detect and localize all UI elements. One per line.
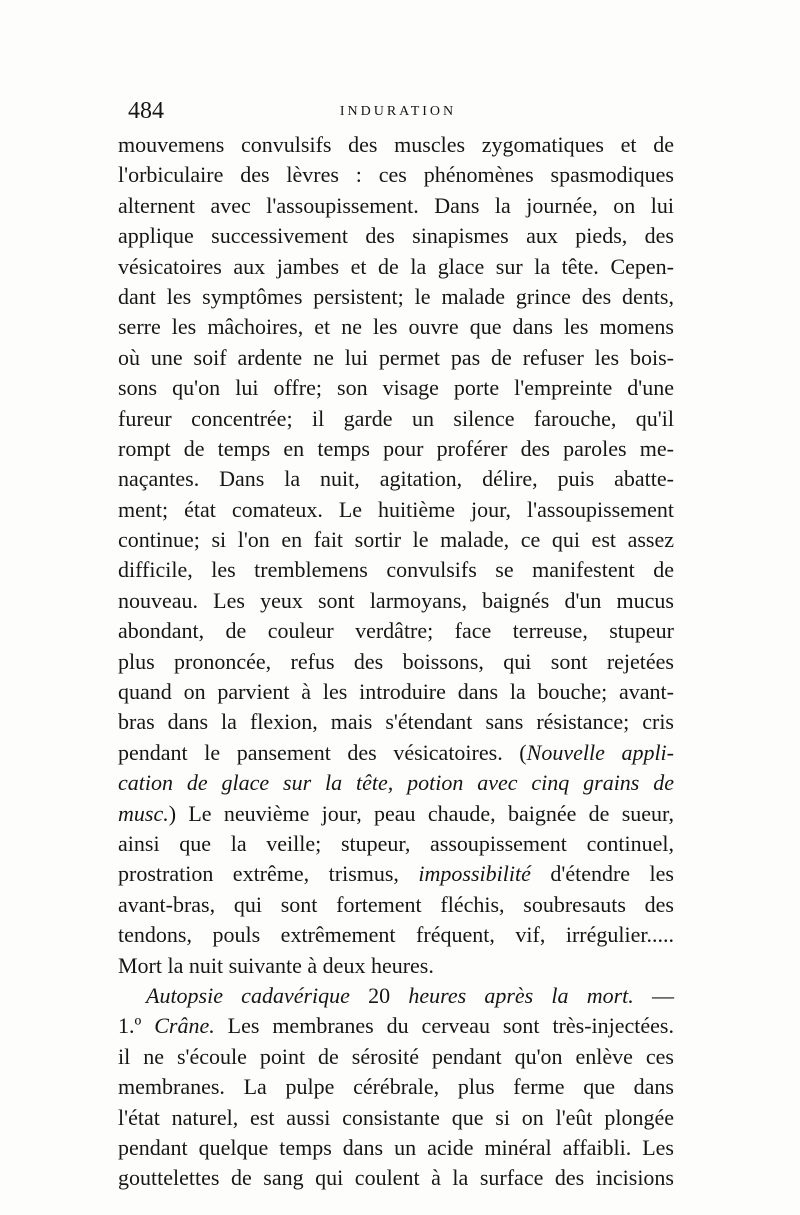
text-line bbox=[118, 373, 674, 403]
line-text: dant les symptômes persistent; le malade grince des dents, bbox=[118, 283, 674, 309]
text-line bbox=[118, 343, 674, 373]
text-line bbox=[118, 647, 674, 677]
text-line bbox=[118, 555, 674, 585]
line-text: pendant le pansement des vésicatoires. ( bbox=[118, 739, 527, 765]
line-text: ) Le neuvième jour, peau chaude, baignée de sueur, bbox=[168, 800, 674, 826]
line-text: fureur concentrée; il garde un silence farouche, qu'il bbox=[118, 405, 674, 431]
line-text: avant-bras, qui sont fortement fléchis, soubresauts des bbox=[118, 891, 674, 917]
text-line bbox=[118, 981, 674, 1011]
text-line bbox=[118, 1103, 674, 1133]
line-text: d'étendre les bbox=[530, 861, 674, 887]
text-line bbox=[118, 1133, 674, 1163]
italic-text: heures après la mort. bbox=[408, 982, 634, 1008]
text-line bbox=[118, 525, 674, 555]
line-text: abondant, de couleur verdâtre; face terreuse, stupeur bbox=[118, 618, 674, 644]
line-text: serre les mâchoires, et ne les ouvre que dans les momens bbox=[118, 314, 674, 340]
line-text: gouttelettes de sang qui coulent à la surface des incisions bbox=[118, 1165, 674, 1191]
text-line bbox=[118, 312, 674, 342]
text-line bbox=[118, 799, 674, 829]
line-text: tendons, pouls extrêmement fréquent, vif, irrégulier..... bbox=[118, 922, 674, 948]
italic-text: Crâne. bbox=[154, 1013, 215, 1039]
italic-text: Nouvelle appli- bbox=[526, 739, 674, 765]
line-text: bras dans la flexion, mais s'étendant sans résistance; cris bbox=[118, 709, 674, 735]
line-text: quand on parvient à les introduire dans la bouche; avant- bbox=[118, 679, 674, 705]
text-line bbox=[118, 191, 674, 221]
line-text: Les membranes du cerveau sont très-injectées. bbox=[214, 1013, 674, 1039]
text-line bbox=[118, 221, 674, 251]
line-text: membranes. La pulpe cérébrale, plus ferme que dans bbox=[118, 1074, 674, 1100]
line-text: rompt de temps en temps pour proférer des paroles me- bbox=[118, 435, 674, 461]
text-line bbox=[118, 738, 674, 768]
line-text: — bbox=[633, 982, 674, 1008]
line-text: l'orbiculaire des lèvres : ces phénomènes spasmodiques bbox=[118, 162, 674, 188]
text-line bbox=[118, 829, 674, 859]
page-number: 484 bbox=[128, 98, 164, 124]
line-text: plus prononcée, refus des boissons, qui sont rejetées bbox=[118, 648, 674, 674]
line-text: ainsi que la veille; stupeur, assoupissement continuel, bbox=[118, 830, 674, 856]
page-header bbox=[128, 96, 668, 130]
text-line bbox=[118, 160, 674, 190]
italic-text: musc. bbox=[118, 800, 169, 826]
line-text: difficile, les tremblemens convulsifs se manifestent de bbox=[118, 557, 674, 583]
line-text: alternent avec l'assoupissement. Dans la journée, on lui bbox=[118, 192, 674, 218]
text-line bbox=[118, 951, 674, 981]
text-line bbox=[118, 130, 674, 160]
line-text: vésicatoires aux jambes et de la glace sur la tête. Cepen- bbox=[118, 253, 674, 279]
line-text: naçantes. Dans la nuit, agitation, délire, puis abatte- bbox=[118, 466, 674, 492]
italic-text: Autopsie cadavérique bbox=[146, 982, 350, 1008]
text-line bbox=[118, 282, 674, 312]
text-line bbox=[118, 890, 674, 920]
text-line bbox=[118, 252, 674, 282]
line-text: pendant quelque temps dans un acide minéral affaibli. Les bbox=[118, 1134, 674, 1160]
line-text: Mort la nuit suivante à deux heures. bbox=[118, 952, 434, 978]
text-line bbox=[118, 677, 674, 707]
text-line bbox=[118, 404, 674, 434]
text-line bbox=[118, 707, 674, 737]
text-line bbox=[118, 859, 674, 889]
italic-text: cation de glace sur la tête, potion avec cinq grains de bbox=[118, 770, 674, 796]
line-text: applique successivement des sinapismes aux pieds, des bbox=[118, 223, 674, 249]
line-text: sons qu'on lui offre; son visage porte l'empreinte d'une bbox=[118, 375, 674, 401]
line-text: continue; si l'on en fait sortir le malade, ce qui est assez bbox=[118, 527, 674, 553]
text-line bbox=[118, 768, 674, 798]
text-line bbox=[118, 495, 674, 525]
line-text: ment; état comateux. Le huitième jour, l'assoupissement bbox=[118, 496, 674, 522]
line-text: 1.º bbox=[118, 1013, 155, 1039]
text-line bbox=[118, 1011, 674, 1041]
running-head: INDURATION bbox=[339, 104, 457, 119]
line-text: nouveau. Les yeux sont larmoyans, baignés d'un mucus bbox=[118, 587, 674, 613]
text-line bbox=[118, 920, 674, 950]
body-text bbox=[118, 130, 674, 1194]
line-text: mouvemens convulsifs des muscles zygomatiques et de bbox=[118, 132, 674, 157]
text-line bbox=[118, 586, 674, 616]
line-text: où une soif ardente ne lui permet pas de refuser les bois- bbox=[118, 344, 674, 370]
text-line bbox=[118, 464, 674, 494]
line-text: il ne s'écoule point de sérosité pendant qu'on enlève ces bbox=[118, 1043, 674, 1069]
text-line bbox=[118, 616, 674, 646]
line-text: 20 bbox=[349, 982, 409, 1008]
text-line bbox=[118, 1042, 674, 1072]
text-line bbox=[118, 434, 674, 464]
italic-text: impossibilité bbox=[418, 861, 531, 887]
line-text: prostration extrême, trismus, bbox=[118, 861, 419, 887]
line-text: l'état naturel, est aussi consistante que si on l'eût plongée bbox=[118, 1104, 674, 1130]
text-line bbox=[118, 1072, 674, 1102]
text-line bbox=[118, 1163, 674, 1193]
